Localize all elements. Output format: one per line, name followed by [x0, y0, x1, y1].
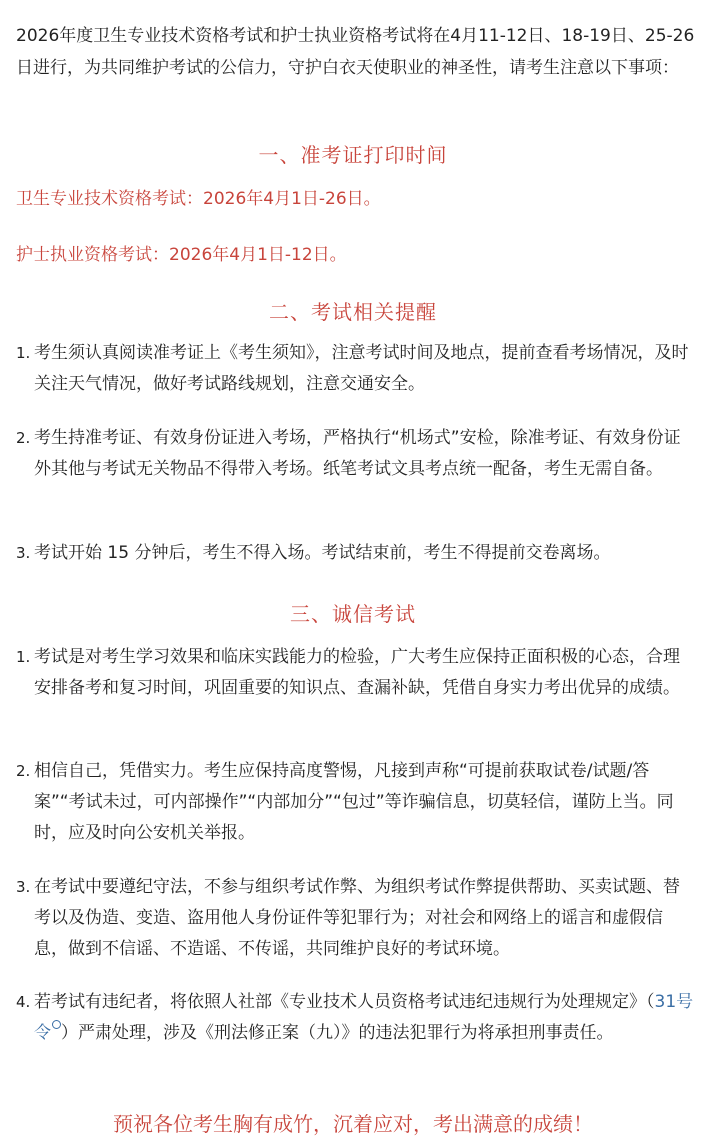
order-31-link-label[interactable]: 31号令 [34, 992, 694, 1043]
admission-ticket-line-nurse: 护士执业资格考试：2026年4月1日-12日。 [16, 245, 347, 265]
section-heading-exam-reminders: 二、考试相关提醒 [269, 300, 437, 324]
list-item [16, 642, 696, 704]
list-item-text: 考试开始 15 分钟后，考生不得入场。考试结束前，考生不得提前交卷离场。 [34, 543, 611, 563]
list-item-number: 1. [16, 344, 31, 362]
list-item [16, 872, 696, 965]
list-item-number: 2. [16, 429, 31, 447]
intro-paragraph: 2026年度卫生专业技术资格考试和护士执业资格考试将在4月11-12日、18-19日、25-26日进行，为共同维护考试的公信力，守护白衣天使职业的神圣性，请考生注意以下事项： [16, 26, 695, 78]
list-item-text: 相信自己，凭借实力。考生应保持高度警惕，凡接到声称“可提前获取试卷/试题/答案”“考试未过，可内部操作”“内部加分”“包过”等诈骗信息，切莫轻信，谨防上当。同时，应及时向公安机关举报。 [34, 761, 674, 843]
list-item-text: 考生须认真阅读准考证上《考生须知》，注意考试时间及地点，提前查看考场情况，及时关注天气情况，做好考试路线规划，注意交通安全。 [34, 343, 689, 394]
list-item-number: 4. [16, 993, 31, 1011]
search-icon[interactable] [52, 1020, 61, 1029]
list-item-number: 3. [16, 544, 31, 562]
list-item [16, 538, 696, 569]
list-item-text [34, 987, 696, 1049]
rule-text-before: 若考试有违纪者，将依照人社部《专业技术人员资格考试违纪违规行为处理规定》（ [34, 992, 655, 1012]
list-item-number: 2. [16, 762, 31, 780]
list-item [16, 756, 696, 849]
list-item [16, 423, 696, 485]
list-item [16, 987, 696, 1049]
admission-ticket-line-health-tech: 卫生专业技术资格考试：2026年4月1日-26日。 [16, 189, 381, 209]
rule-text-after: ）严肃处理，涉及《刑法修正案（九）》的违法犯罪行为将承担刑事责任。 [61, 1023, 614, 1043]
section-heading-integrity: 三、诚信考试 [290, 602, 416, 626]
closing-message: 预祝各位考生胸有成竹，沉着应对，考出满意的成绩！ [113, 1112, 593, 1136]
list-item-number: 1. [16, 648, 31, 666]
list-item-text: 考生持准考证、有效身份证进入考场，严格执行“机场式”安检，除准考证、有效身份证外其他与考试无关物品不得带入考场。纸笔考试文具考点统一配备，考生无需自备。 [34, 428, 681, 479]
list-item-text: 考试是对考生学习效果和临床实践能力的检验，广大考生应保持正面积极的心态，合理安排备考和复习时间，巩固重要的知识点、查漏补缺，凭借自身实力考出优异的成绩。 [34, 647, 680, 698]
list-item-number: 3. [16, 878, 31, 896]
list-item-text: 在考试中要遵纪守法，不参与组织考试作弊、为组织考试作弊提供帮助、买卖试题、替考以及伪造、变造、盗用他人身份证件等犯罪行为；对社会和网络上的谣言和虚假信息，做到不信谣、不造谣、不传谣，共同维护良好的考试环境。 [34, 877, 680, 959]
section-heading-admission-ticket: 一、准考证打印时间 [258, 143, 448, 167]
list-item [16, 338, 696, 400]
